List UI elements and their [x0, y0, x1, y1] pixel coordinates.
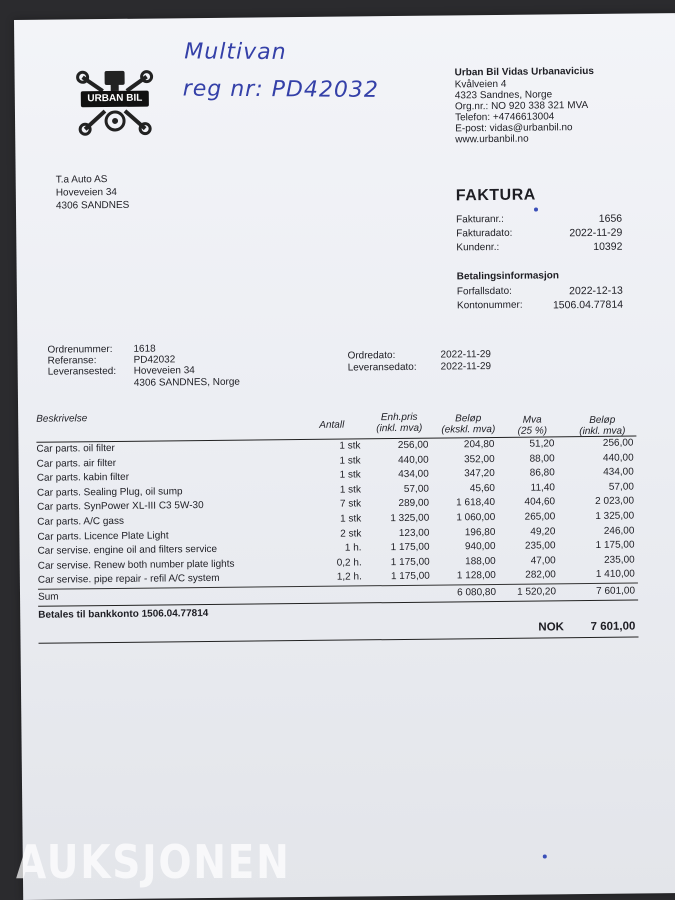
- cell-unit: 1 175,00: [390, 541, 430, 554]
- handwritten-model: Multivan: [184, 39, 287, 66]
- cell-net: 204,80: [463, 438, 495, 451]
- delivery-date-label: Leveransedato:: [347, 361, 417, 374]
- cell-qty: 2 stk: [340, 527, 362, 540]
- cell-unit: 1 175,00: [390, 571, 430, 583]
- header-unit-price: Enh.pris (inkl. mva): [376, 411, 423, 435]
- pay-to-account-label: Betales til bankkonto 1506.04.77814: [38, 607, 209, 621]
- total-currency: NOK: [538, 621, 565, 634]
- cell-net: 352,00: [463, 453, 495, 465]
- order-nr: 1618: [133, 343, 156, 355]
- cell-qty: 1 stk: [340, 513, 362, 525]
- sum-gross: 7 601,00: [596, 585, 636, 597]
- cell-unit: 289,00: [398, 498, 430, 510]
- cell-desc: Car parts. Sealing Plug, oil sump: [36, 486, 183, 499]
- invoice-paper: [14, 13, 675, 900]
- header-description: Beskrivelse: [36, 413, 88, 425]
- cell-unit: 1 175,00: [390, 556, 430, 568]
- header-net-amount: Beløp (ekskl. mva): [441, 413, 496, 436]
- ink-dot: [534, 208, 538, 212]
- seller-city: 4323 Sandnes, Norge: [454, 89, 553, 102]
- seller-email: E-post: vidas@urbanbil.no: [455, 122, 573, 135]
- cell-vat: 51,20: [529, 438, 555, 450]
- customer-nr: 10392: [593, 240, 623, 253]
- seller-phone: Telefon: +4746613004: [454, 111, 555, 124]
- table-body: [36, 437, 637, 589]
- sum-label: Sum: [37, 591, 59, 603]
- cell-desc: Car parts. kabin filter: [36, 472, 130, 484]
- reference: PD42032: [133, 354, 176, 366]
- cell-qty: 1 stk: [339, 440, 361, 452]
- cell-net: 1 060,00: [456, 511, 496, 524]
- cell-desc: Car servise. pipe repair - refil A/C system: [37, 573, 220, 587]
- cell-desc: Car parts. oil filter: [36, 442, 115, 455]
- invoice-nr-label: Fakturanr.:: [456, 213, 504, 226]
- customer-street: Hoveveien 34: [55, 186, 118, 199]
- delivery-place-label: Leveransested:: [47, 365, 117, 378]
- cell-unit: 434,00: [398, 468, 429, 481]
- cell-unit: 256,00: [397, 439, 429, 452]
- order-date-label: Ordredato:: [347, 350, 396, 362]
- handwritten-reg: reg nr: PD42032: [182, 76, 379, 103]
- watermark: AUKSJONEN: [16, 835, 291, 889]
- due-date-label: Forfallsdato:: [456, 285, 512, 298]
- cell-qty: 1 stk: [339, 484, 361, 496]
- account-number: 1506.04.77814: [552, 298, 624, 312]
- cell-qty: 1 stk: [339, 454, 361, 467]
- cell-gross: 1 175,00: [595, 539, 635, 552]
- cell-desc: Car parts. A/C gass: [37, 515, 125, 528]
- cell-unit: 123,00: [398, 527, 430, 539]
- invoice-title: FAKTURA: [455, 186, 536, 205]
- order-nr-label: Ordrenummer:: [47, 343, 113, 356]
- cell-net: 347,20: [464, 468, 495, 480]
- cell-gross: 1 325,00: [595, 510, 635, 522]
- cell-vat: 265,00: [524, 511, 556, 523]
- due-date: 2022-12-13: [569, 284, 623, 298]
- logo-text: URBAN BIL: [81, 91, 149, 108]
- cell-desc: Car parts. SynPower XL-III C3 5W-30: [37, 500, 204, 514]
- cell-gross: 57,00: [608, 481, 634, 493]
- cell-qty: 0,2 h.: [336, 557, 362, 569]
- customer-name: T.a Auto AS: [55, 174, 108, 186]
- cell-gross: 434,00: [603, 466, 634, 479]
- cell-vat: 11,40: [530, 482, 555, 494]
- header-vat: Mva (25 %): [517, 414, 548, 437]
- cell-vat: 49,20: [530, 525, 556, 538]
- seller-web: www.urbanbil.no: [455, 133, 529, 146]
- ink-dot: [543, 854, 547, 858]
- cell-net: 1 128,00: [456, 570, 496, 582]
- delivery-date: 2022-11-29: [440, 361, 492, 373]
- cell-net: 45,60: [469, 482, 495, 495]
- cell-unit: 1 325,00: [390, 512, 430, 525]
- delivery-place-line2: 4306 SANDNES, Norge: [133, 376, 241, 389]
- cell-vat: 86,80: [529, 467, 555, 479]
- seller-orgnr: Org.nr.: NO 920 338 321 MVA: [454, 99, 589, 113]
- cell-gross: 440,00: [602, 452, 634, 464]
- cell-vat: 235,00: [524, 540, 556, 552]
- cell-desc: Car servise. Renew both number plate lights: [37, 558, 235, 572]
- order-date: 2022-11-29: [440, 349, 492, 361]
- cell-qty: 1 stk: [339, 469, 361, 481]
- cell-unit: 440,00: [397, 454, 429, 466]
- cell-qty: 7 stk: [339, 498, 362, 510]
- invoice-date-label: Fakturadato:: [456, 227, 513, 240]
- cell-vat: 404,60: [524, 496, 556, 509]
- cell-gross: 1 410,00: [595, 568, 635, 581]
- delivery-place-line1: Hoveveien 34: [133, 365, 195, 377]
- urban-bil-logo: [75, 69, 156, 140]
- header-quantity: Antall: [319, 419, 345, 431]
- cell-vat: 47,00: [530, 555, 556, 567]
- cell-desc: Car servise. engine oil and filters service: [37, 544, 218, 557]
- reference-label: Referanse:: [47, 355, 97, 367]
- cell-gross: 2 023,00: [595, 495, 635, 508]
- invoice-table: [36, 406, 638, 644]
- customer-nr-label: Kundenr.:: [456, 241, 500, 254]
- cell-unit: 57,00: [403, 483, 429, 495]
- cell-vat: 88,00: [529, 452, 555, 465]
- seller-street: Kvålveien 4: [454, 78, 507, 91]
- cell-vat: 282,00: [525, 569, 556, 582]
- sum-net: 6 080,80: [457, 586, 497, 599]
- header-gross-amount: Beløp (inkl. mva): [579, 414, 626, 438]
- cell-gross: 256,00: [602, 437, 634, 449]
- account-label: Kontonummer:: [456, 299, 523, 312]
- cell-qty: 1 h.: [344, 542, 362, 554]
- cell-net: 1 618,40: [456, 497, 496, 509]
- total-amount: 7 601,00: [590, 620, 636, 633]
- cell-qty: 1,2 h.: [336, 571, 362, 583]
- invoice-date: 2022-11-29: [569, 226, 623, 240]
- cell-gross: 246,00: [603, 525, 635, 537]
- cell-desc: Car parts. air filter: [36, 457, 117, 470]
- cell-desc: Car parts. Licence Plate Light: [37, 529, 169, 543]
- payment-title: Betalingsinformasjon: [456, 270, 560, 283]
- cell-net: 196,80: [464, 526, 496, 538]
- cell-gross: 235,00: [604, 554, 635, 566]
- invoice-nr: 1656: [598, 212, 623, 225]
- cell-net: 188,00: [465, 555, 496, 568]
- seller-name: Urban Bil Vidas Urbanavicius: [454, 65, 594, 79]
- customer-city: 4306 SANDNES: [55, 199, 130, 212]
- cell-net: 940,00: [464, 541, 496, 553]
- sum-vat: 1 520,20: [517, 586, 557, 598]
